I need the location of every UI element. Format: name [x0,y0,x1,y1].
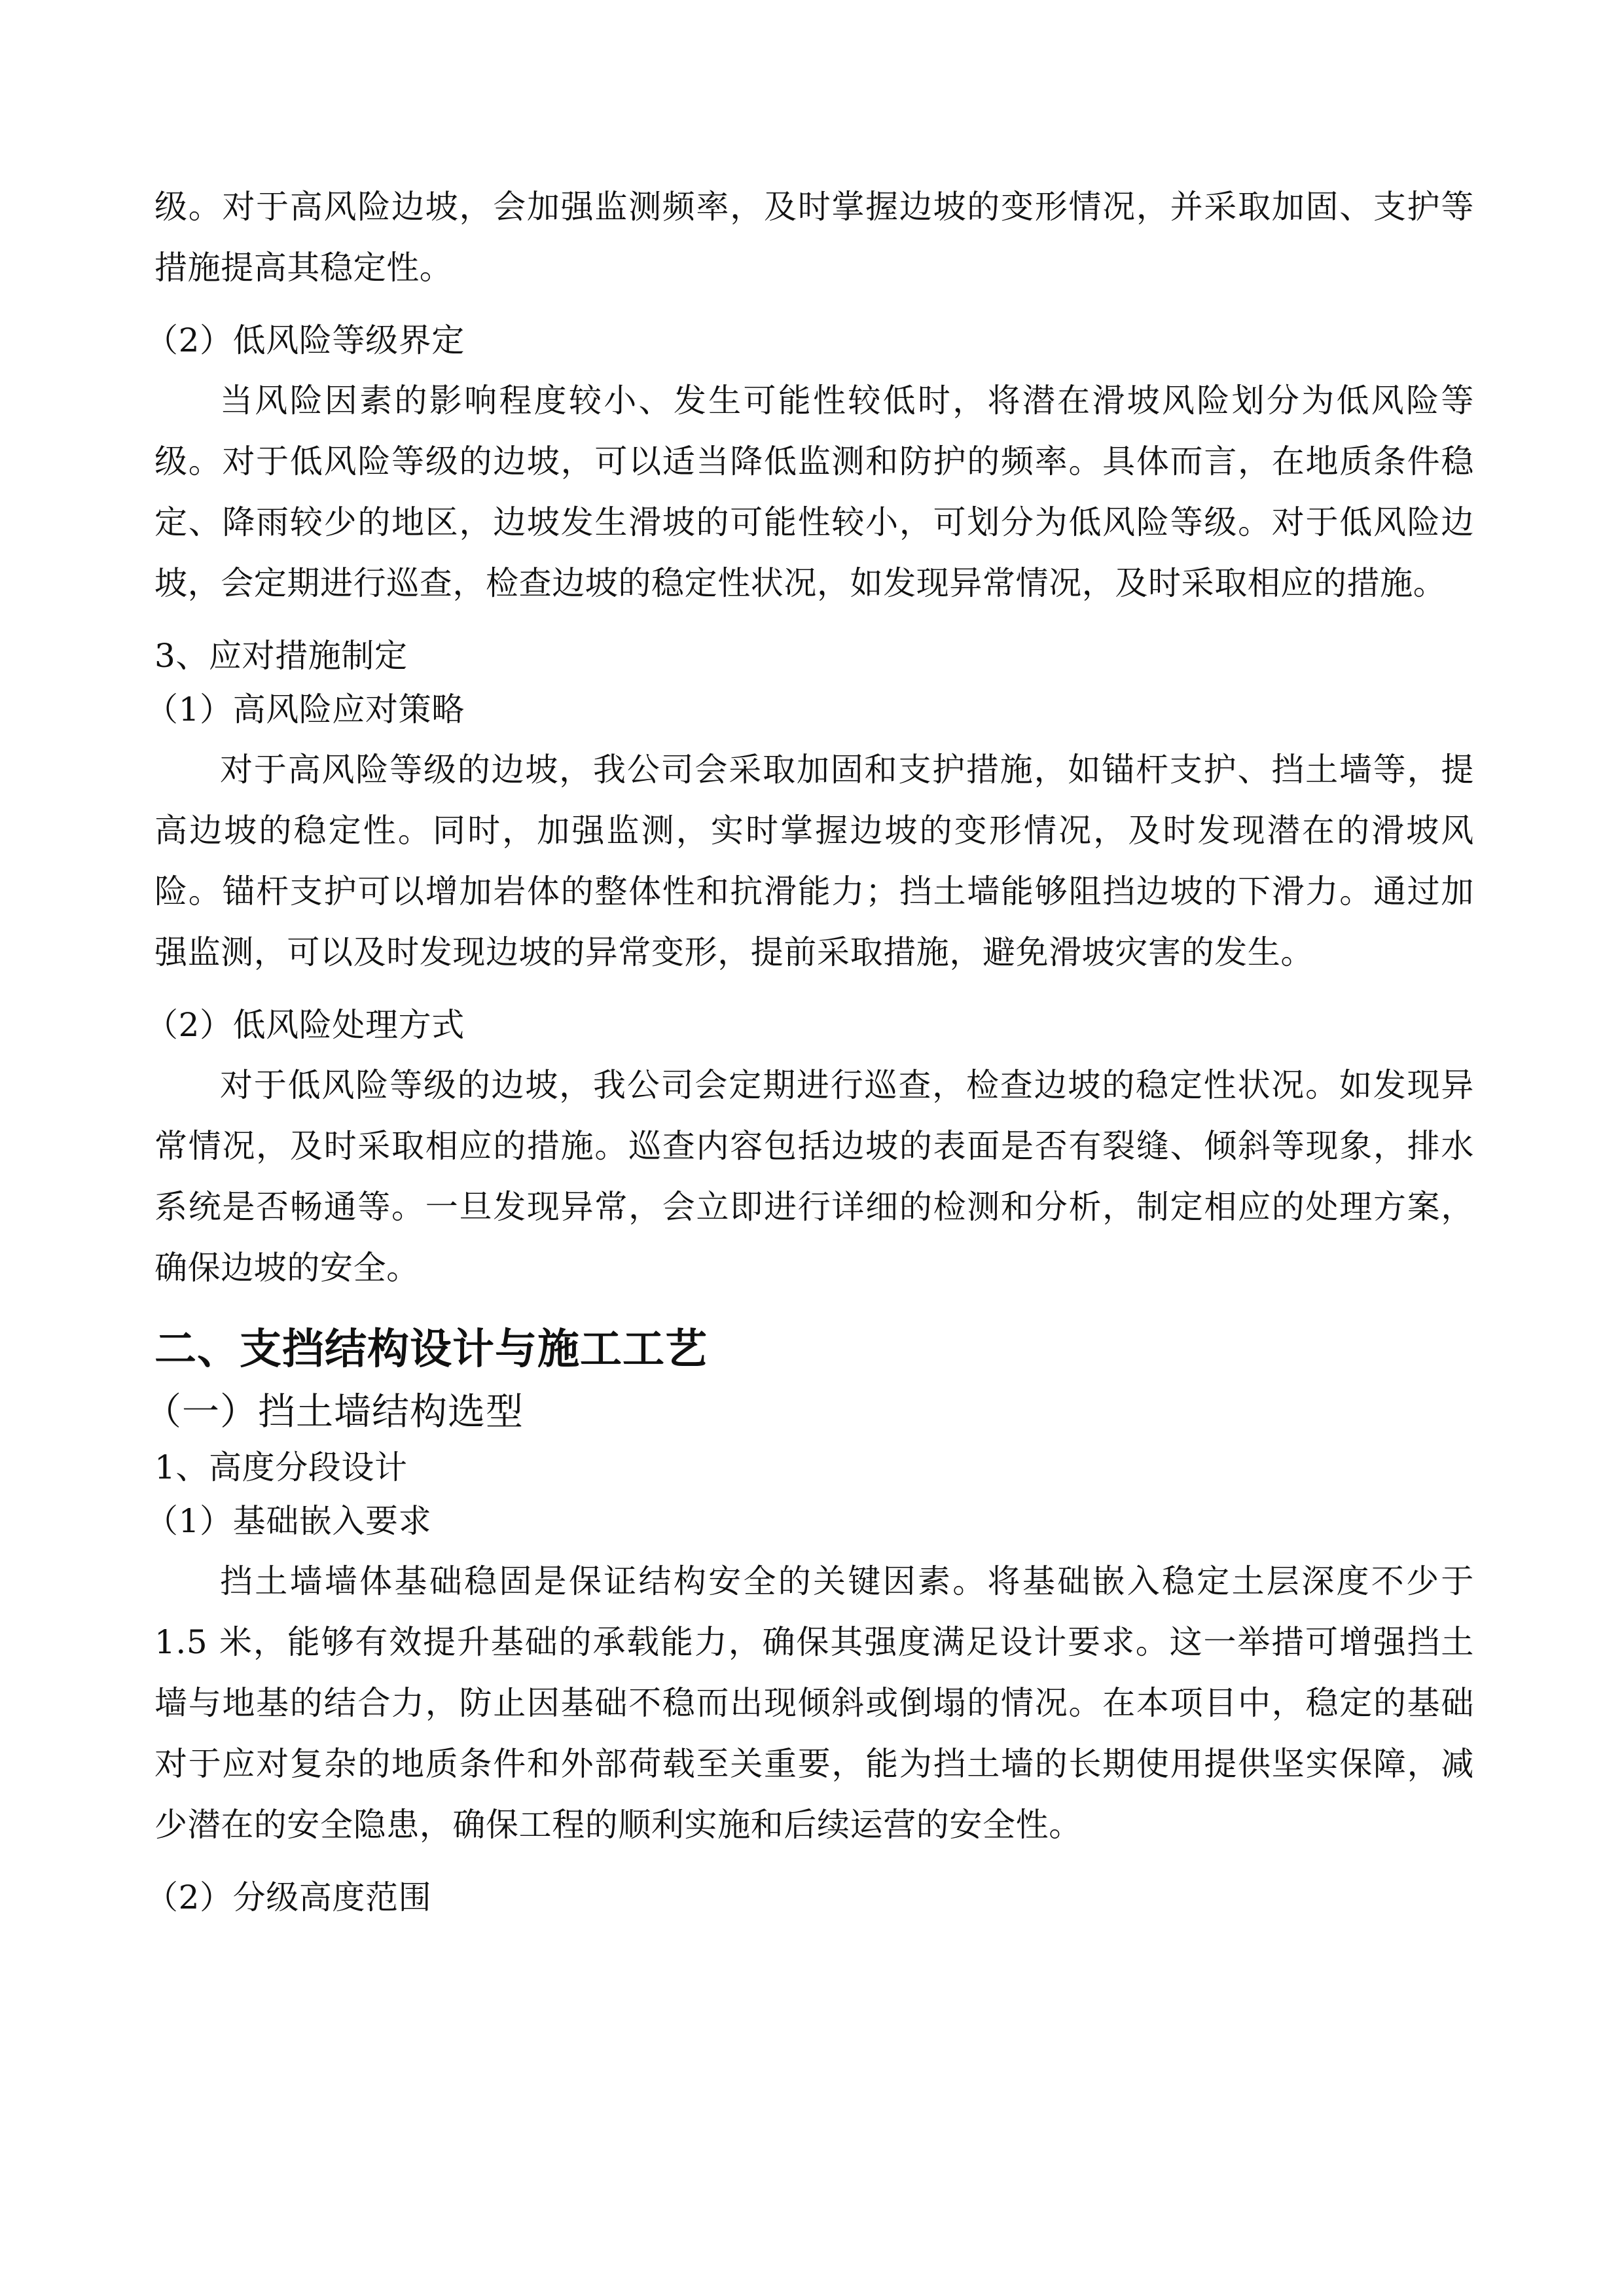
heading-high-risk-strategy: （1）高风险应对策略 [145,691,465,728]
heading-grade-height-range: （2）分级高度范围 [145,1878,432,1916]
paragraph-foundation-requirement: 挡土墙墙体基础稳固是保证结构安全的关键因素。将基础嵌入稳定土层深度不少于 1.5 米，能够有效提升基础的承载能力，确保其强度满足设计要求。这一举措可增强挡土墙与地基的结合力，防止因基础不稳而出现倾斜或倒塌的情况。在本项目中，稳定的基础对于应对复杂的地质条件和外部荷载至关重要，能为挡土墙的长期使用提供坚实保障，减少潜在的安全隐患，确保工程的顺利实施和后续运营的安全性。 [154,1562,1474,1844]
heading-foundation-requirement: （1）基础嵌入要求 [145,1502,432,1540]
heading-low-risk-level: （2）低风险等级界定 [145,321,465,359]
paragraph-low-risk-method: 对于低风险等级的边坡，我公司会定期进行巡查，检查边坡的稳定性状况。如发现异常情况，及时采取相应的措施。巡查内容包括边坡的表面是否有裂缝、倾斜等现象，排水系统是否畅通等。一旦发现异常，会立即进行详细的检测和分析，制定相应的处理方案，确保边坡的安全。 [154,1066,1474,1287]
section-heading-retaining-structure: 二、支挡结构设计与施工工艺 [154,1325,708,1374]
paragraph-high-risk-tail: 级。对于高风险边坡，会加强监测频率，及时掌握边坡的变形情况，并采取加固、支护等措施提高其稳定性。 [154,188,1474,287]
heading-height-design: 1、高度分段设计 [154,1448,408,1486]
paragraph-high-risk-strategy: 对于高风险等级的边坡，我公司会采取加固和支护措施，如锚杆支护、挡土墙等，提高边坡的稳定性。同时，加强监测，实时掌握边坡的变形情况，及时发现潜在的滑坡风险。锚杆支护可以增加岩体的整体性和抗滑能力；挡土墙能够阻挡边坡的下滑力。通过加强监测，可以及时发现边坡的异常变形，提前采取措施，避免滑坡灾害的发生。 [154,751,1474,971]
document-body [144,177,1474,1928]
heading-low-risk-method: （2）低风险处理方式 [145,1006,465,1044]
paragraph-low-risk-level: 当风险因素的影响程度较小、发生可能性较低时，将潜在滑坡风险划分为低风险等级。对于低风险等级的边坡，可以适当降低监测和防护的频率。具体而言，在地质条件稳定、降雨较少的地区，边坡发生滑坡的可能性较小，可划分为低风险等级。对于低风险边坡，会定期进行巡查，检查边坡的稳定性状况，如发现异常情况，及时采取相应的措施。 [154,382,1474,602]
subsection-heading-wall-type: （一）挡土墙结构选型 [144,1390,524,1433]
heading-measures: 3、应对措施制定 [154,637,408,675]
